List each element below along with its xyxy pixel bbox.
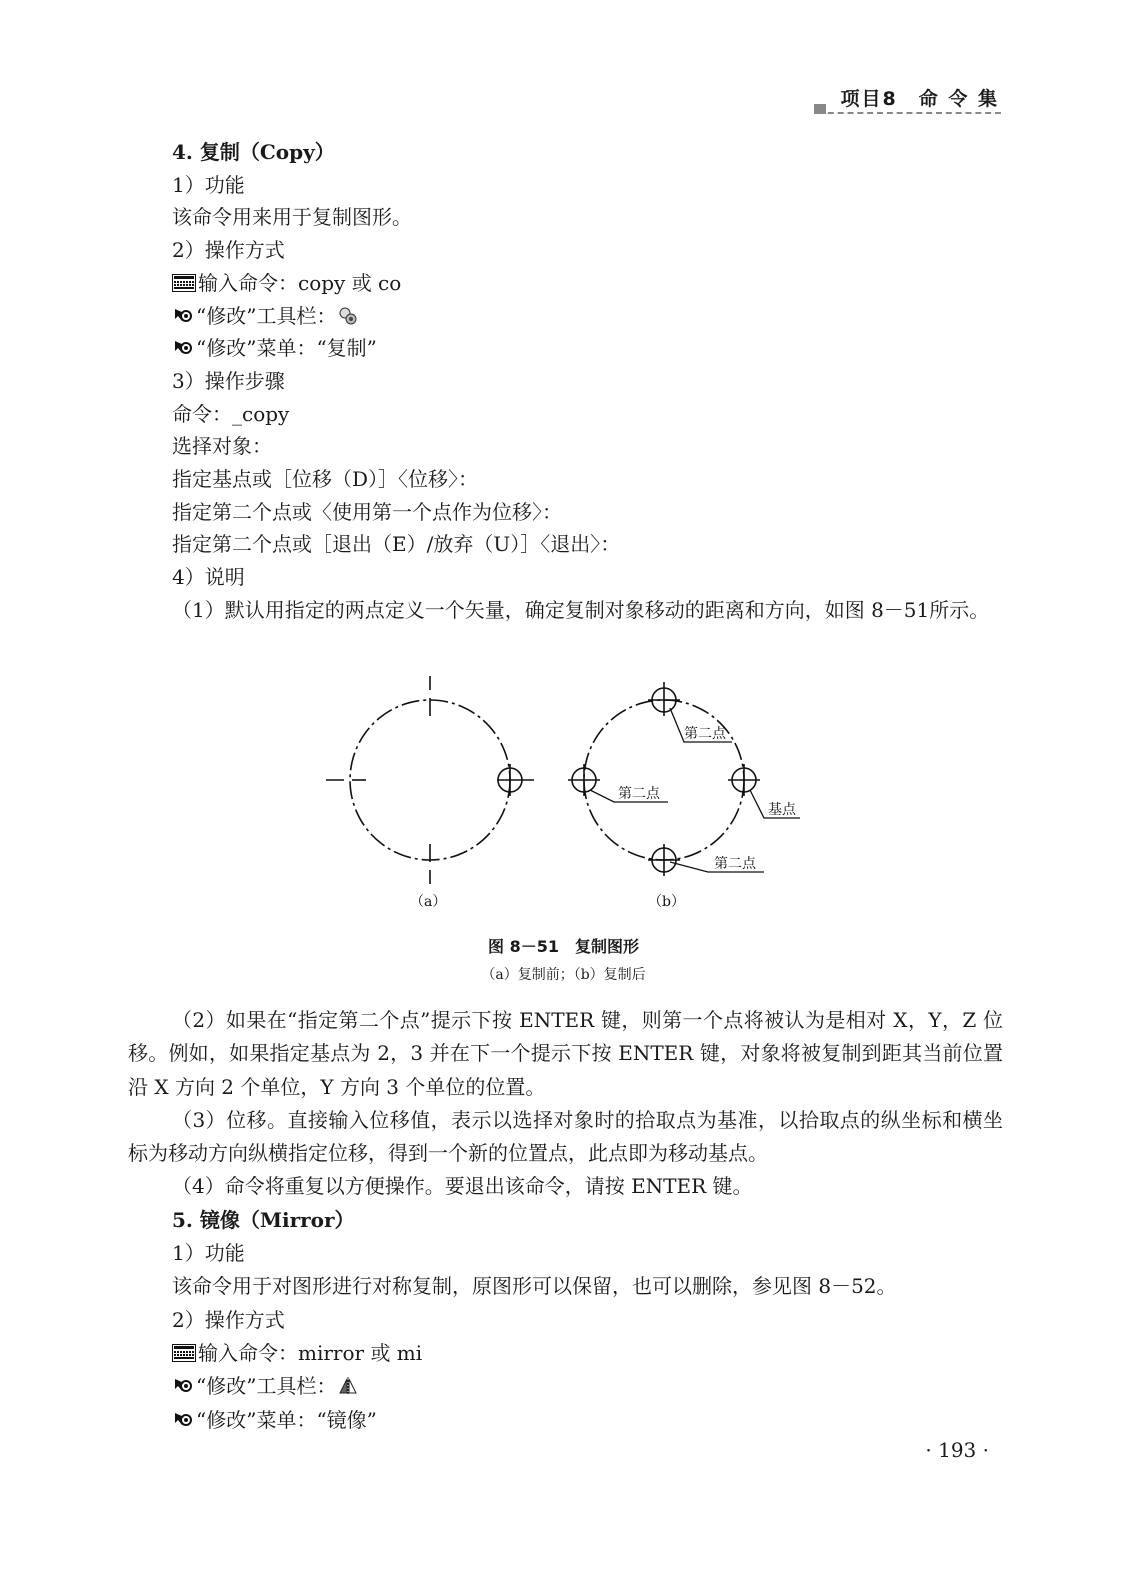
label-base-point: 基点 [768,802,796,818]
copy-figure [322,672,802,917]
page-number: · 193 · [925,1438,989,1462]
section-copy-continued [128,1004,1003,1437]
op-menu-line [128,332,1003,365]
mouse-pointer-icon [172,1410,194,1430]
label-second-point-left: 第二点 [618,786,660,802]
mirror-tool-icon [338,1376,358,1396]
mouse-pointer-icon [172,1376,194,1396]
function-text: 该命令用于对图形进行对称复制，原图形可以保留，也可以删除，参见图 8－52。 [172,1274,897,1299]
op-toolbar-text: “修改”工具栏： [196,1374,337,1399]
note-paragraph: （2）如果在“指定第二个点”提示下按 ENTER 键，则第一个点将被认为是相对 X，Y，Z 位移。例如，如果指定基点为 2，3 并在下一个提示下按 ENTER 键，对象将被复制到距其当前位置沿 X 方向 2 个单位，Y 方向 3 个单位的位置。 [128,1008,1003,1099]
figure-subcaption: （a）复制前；（b）复制后 [481,967,646,983]
subheading-function: 1）功能 [172,172,245,197]
copy-tool-icon [338,306,358,326]
big-circle-a [350,700,510,860]
section-copy [128,136,1003,627]
subheading-operation: 2）操作方式 [172,238,285,263]
step-line: 指定第二个点或［退出（E）/放弃（U）］〈退出〉： [172,532,621,557]
header-title: 项目8 命 令 集 [840,88,999,110]
label-second-point-top: 第二点 [684,726,726,742]
function-text: 该命令用来用于复制图形。 [172,205,412,230]
header-rule [818,112,1001,114]
note-paragraph: （1）默认用指定的两点定义一个矢量，确定复制对象移动的距离和方向，如图 8－51所示。 [172,597,990,622]
note-paragraph: （3）位移。直接输入位移值，表示以选择对象时的拾取点为基准，以拾取点的纵坐标和横坐标为移动方向纵横指定位移，得到一个新的位置点，此点即为移动基点。 [128,1107,1003,1166]
subheading-notes: 4）说明 [172,565,245,590]
op-command-text: 输入命令：copy 或 co [198,270,402,295]
keyboard-icon [172,274,196,292]
step-line: 指定基点或［位移（D）］〈位移〉： [172,467,479,492]
op-command-line [128,267,1003,300]
op-menu-text: “修改”菜单：“复制” [196,336,377,361]
step-line: 选择对象： [172,434,272,459]
op-menu-line [128,1404,1003,1437]
op-command-text: 输入命令：mirror 或 mi [198,1340,423,1365]
label-a: （a） [410,894,447,910]
figure-caption: 图 8－51 复制图形 [488,937,639,956]
keyboard-icon [172,1344,196,1362]
note-paragraph: （4）命令将重复以方便操作。要退出该命令，请按 ENTER 键。 [172,1174,753,1199]
op-toolbar-text: “修改”工具栏： [196,303,337,328]
label-b: （b） [648,894,685,910]
step-line: 命令：_copy [172,401,290,426]
section-heading: 4. 复制（Copy） [172,140,335,164]
section-heading: 5. 镜像（Mirror） [172,1207,355,1232]
op-command-line [128,1337,1003,1370]
mouse-pointer-icon [172,338,194,358]
op-menu-text: “修改”菜单：“镜像” [196,1407,377,1432]
big-circle-b [584,700,744,860]
step-line: 指定第二个点或〈使用第一个点作为位移〉： [172,499,562,524]
subheading-operation: 2）操作方式 [172,1307,285,1332]
op-toolbar-line [128,1370,1003,1403]
subheading-steps: 3）操作步骤 [172,368,285,393]
label-second-point-bottom: 第二点 [714,856,756,872]
subheading-function: 1）功能 [172,1241,245,1266]
mouse-pointer-icon [172,306,194,326]
op-toolbar-line [128,300,1003,333]
running-header [0,84,1127,124]
